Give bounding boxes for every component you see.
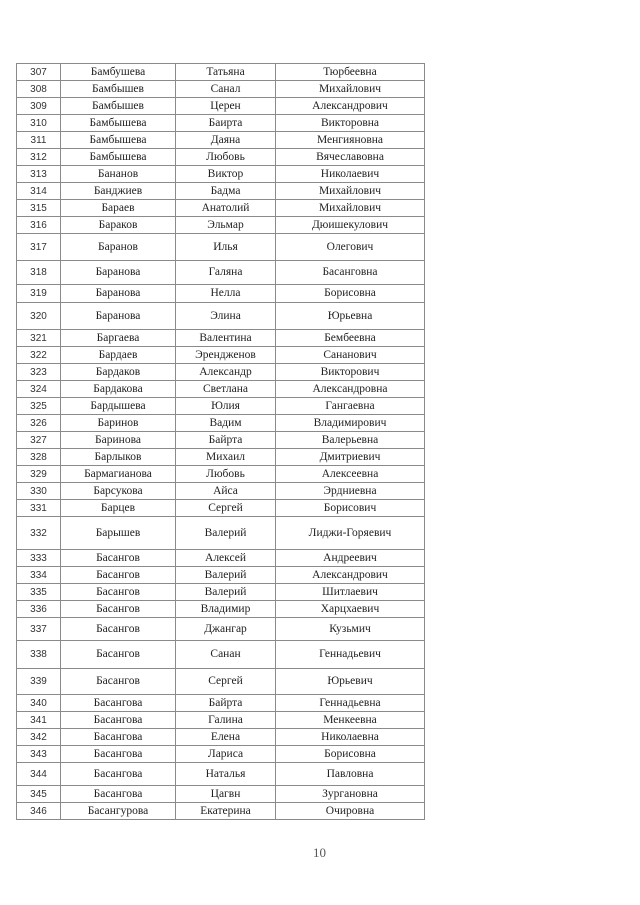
- table-row: [17, 149, 425, 166]
- patronymic-cell: Менкеевна: [276, 712, 425, 729]
- patronymic-cell: Сананович: [276, 347, 425, 364]
- patronymic-cell: Геннадьевна: [276, 695, 425, 712]
- surname-cell: Баринова: [61, 432, 176, 449]
- surname-cell: Басангова: [61, 763, 176, 786]
- row-number: 328: [17, 449, 61, 466]
- table-row: [17, 115, 425, 132]
- table-row: [17, 64, 425, 81]
- surname-cell: Бардышева: [61, 398, 176, 415]
- first-name-cell: Александр: [176, 364, 276, 381]
- row-number: 309: [17, 98, 61, 115]
- surname-cell: Баранова: [61, 303, 176, 330]
- row-number: 326: [17, 415, 61, 432]
- surname-cell: Барлыков: [61, 449, 176, 466]
- patronymic-cell: Зургановна: [276, 786, 425, 803]
- table-row: [17, 398, 425, 415]
- first-name-cell: Джангар: [176, 618, 276, 641]
- table-row: [17, 432, 425, 449]
- surname-cell: Баринов: [61, 415, 176, 432]
- table-row: [17, 81, 425, 98]
- table-row: [17, 132, 425, 149]
- surname-cell: Барсукова: [61, 483, 176, 500]
- patronymic-cell: Николаевич: [276, 166, 425, 183]
- table-row: [17, 415, 425, 432]
- patronymic-cell: Александрович: [276, 567, 425, 584]
- row-number: 320: [17, 303, 61, 330]
- names-table: [16, 63, 425, 820]
- row-number: 344: [17, 763, 61, 786]
- table-row: [17, 381, 425, 398]
- first-name-cell: Наталья: [176, 763, 276, 786]
- table-row: [17, 550, 425, 567]
- first-name-cell: Галина: [176, 712, 276, 729]
- patronymic-cell: Гангаевна: [276, 398, 425, 415]
- table-row: [17, 712, 425, 729]
- first-name-cell: Анатолий: [176, 200, 276, 217]
- patronymic-cell: Дюишекулович: [276, 217, 425, 234]
- table-row: [17, 763, 425, 786]
- row-number: 310: [17, 115, 61, 132]
- first-name-cell: Юлия: [176, 398, 276, 415]
- first-name-cell: Валентина: [176, 330, 276, 347]
- table-row: [17, 466, 425, 483]
- surname-cell: Басангов: [61, 618, 176, 641]
- first-name-cell: Сергей: [176, 500, 276, 517]
- surname-cell: Басангурова: [61, 803, 176, 820]
- patronymic-cell: Харцхаевич: [276, 601, 425, 618]
- patronymic-cell: Михайлович: [276, 81, 425, 98]
- first-name-cell: Байрта: [176, 695, 276, 712]
- surname-cell: Басангов: [61, 669, 176, 695]
- patronymic-cell: Алексеевна: [276, 466, 425, 483]
- first-name-cell: Вадим: [176, 415, 276, 432]
- surname-cell: Басангов: [61, 584, 176, 601]
- patronymic-cell: Борисовна: [276, 285, 425, 303]
- surname-cell: Басангова: [61, 695, 176, 712]
- row-number: 329: [17, 466, 61, 483]
- patronymic-cell: Бембеевна: [276, 330, 425, 347]
- table-row: [17, 347, 425, 364]
- table-row: [17, 166, 425, 183]
- row-number: 342: [17, 729, 61, 746]
- patronymic-cell: Кузьмич: [276, 618, 425, 641]
- table-row: [17, 786, 425, 803]
- table-row: [17, 303, 425, 330]
- row-number: 331: [17, 500, 61, 517]
- table-row: [17, 618, 425, 641]
- table-row: [17, 803, 425, 820]
- patronymic-cell: Геннадьевич: [276, 641, 425, 669]
- surname-cell: Банджиев: [61, 183, 176, 200]
- first-name-cell: Владимир: [176, 601, 276, 618]
- row-number: 315: [17, 200, 61, 217]
- row-number: 337: [17, 618, 61, 641]
- surname-cell: Бараков: [61, 217, 176, 234]
- patronymic-cell: Менгияновна: [276, 132, 425, 149]
- row-number: 340: [17, 695, 61, 712]
- row-number: 318: [17, 261, 61, 285]
- row-number: 327: [17, 432, 61, 449]
- patronymic-cell: Владимирович: [276, 415, 425, 432]
- first-name-cell: Цагвн: [176, 786, 276, 803]
- row-number: 312: [17, 149, 61, 166]
- row-number: 316: [17, 217, 61, 234]
- table-row: [17, 567, 425, 584]
- row-number: 334: [17, 567, 61, 584]
- surname-cell: Бармагианова: [61, 466, 176, 483]
- surname-cell: Бараев: [61, 200, 176, 217]
- surname-cell: Басангов: [61, 567, 176, 584]
- row-number: 324: [17, 381, 61, 398]
- first-name-cell: Любовь: [176, 466, 276, 483]
- patronymic-cell: Юрьевич: [276, 669, 425, 695]
- surname-cell: Басангов: [61, 641, 176, 669]
- first-name-cell: Валерий: [176, 584, 276, 601]
- patronymic-cell: Тюрбеевна: [276, 64, 425, 81]
- first-name-cell: Эльмар: [176, 217, 276, 234]
- first-name-cell: Байрта: [176, 432, 276, 449]
- patronymic-cell: Шитлаевич: [276, 584, 425, 601]
- row-number: 311: [17, 132, 61, 149]
- table-row: [17, 729, 425, 746]
- surname-cell: Бардаев: [61, 347, 176, 364]
- row-number: 335: [17, 584, 61, 601]
- surname-cell: Бамбышев: [61, 81, 176, 98]
- first-name-cell: Елена: [176, 729, 276, 746]
- first-name-cell: Баирта: [176, 115, 276, 132]
- row-number: 313: [17, 166, 61, 183]
- surname-cell: Басангова: [61, 746, 176, 763]
- surname-cell: Басангова: [61, 712, 176, 729]
- table-row: [17, 601, 425, 618]
- table-row: [17, 584, 425, 601]
- surname-cell: Барышев: [61, 517, 176, 550]
- table-row: [17, 234, 425, 261]
- row-number: 345: [17, 786, 61, 803]
- row-number: 319: [17, 285, 61, 303]
- first-name-cell: Айса: [176, 483, 276, 500]
- surname-cell: Басангов: [61, 601, 176, 618]
- surname-cell: Бардаков: [61, 364, 176, 381]
- first-name-cell: Илья: [176, 234, 276, 261]
- patronymic-cell: Андреевич: [276, 550, 425, 567]
- first-name-cell: Санан: [176, 641, 276, 669]
- surname-cell: Бамбушева: [61, 64, 176, 81]
- table-row: [17, 183, 425, 200]
- patronymic-cell: Олегович: [276, 234, 425, 261]
- page-number: 10: [313, 845, 326, 860]
- patronymic-cell: Лиджи-Горяевич: [276, 517, 425, 550]
- patronymic-cell: Александровна: [276, 381, 425, 398]
- table-row: [17, 261, 425, 285]
- patronymic-cell: Михайлович: [276, 200, 425, 217]
- first-name-cell: Алексей: [176, 550, 276, 567]
- patronymic-cell: Викторович: [276, 364, 425, 381]
- row-number: 322: [17, 347, 61, 364]
- patronymic-cell: Николаевна: [276, 729, 425, 746]
- first-name-cell: Татьяна: [176, 64, 276, 81]
- patronymic-cell: Борисовна: [276, 746, 425, 763]
- row-number: 333: [17, 550, 61, 567]
- first-name-cell: Лариса: [176, 746, 276, 763]
- patronymic-cell: Очировна: [276, 803, 425, 820]
- patronymic-cell: Эрдниевна: [276, 483, 425, 500]
- surname-cell: Басангова: [61, 786, 176, 803]
- table-row: [17, 500, 425, 517]
- surname-cell: Барцев: [61, 500, 176, 517]
- row-number: 341: [17, 712, 61, 729]
- patronymic-cell: Юрьевна: [276, 303, 425, 330]
- first-name-cell: Даяна: [176, 132, 276, 149]
- surname-cell: Баранова: [61, 285, 176, 303]
- row-number: 332: [17, 517, 61, 550]
- first-name-cell: Валерий: [176, 517, 276, 550]
- first-name-cell: Нелла: [176, 285, 276, 303]
- first-name-cell: Элина: [176, 303, 276, 330]
- surname-cell: Баргаева: [61, 330, 176, 347]
- patronymic-cell: Вячеславовна: [276, 149, 425, 166]
- table-row: [17, 285, 425, 303]
- table-row: [17, 217, 425, 234]
- surname-cell: Бамбышева: [61, 115, 176, 132]
- surname-cell: Басангов: [61, 550, 176, 567]
- first-name-cell: Валерий: [176, 567, 276, 584]
- patronymic-cell: Павловна: [276, 763, 425, 786]
- surname-cell: Бамбышева: [61, 149, 176, 166]
- row-number: 343: [17, 746, 61, 763]
- table-row: [17, 200, 425, 217]
- patronymic-cell: Валерьевна: [276, 432, 425, 449]
- row-number: 307: [17, 64, 61, 81]
- patronymic-cell: Басанговна: [276, 261, 425, 285]
- first-name-cell: Михаил: [176, 449, 276, 466]
- table-row: [17, 669, 425, 695]
- first-name-cell: Виктор: [176, 166, 276, 183]
- surname-cell: Бананов: [61, 166, 176, 183]
- first-name-cell: Сергей: [176, 669, 276, 695]
- row-number: 336: [17, 601, 61, 618]
- first-name-cell: Светлана: [176, 381, 276, 398]
- names-table-body: [17, 64, 425, 820]
- first-name-cell: Эрендженов: [176, 347, 276, 364]
- table-row: [17, 695, 425, 712]
- table-row: [17, 746, 425, 763]
- table-row: [17, 483, 425, 500]
- surname-cell: Бамбышев: [61, 98, 176, 115]
- surname-cell: Баранова: [61, 261, 176, 285]
- first-name-cell: Екатерина: [176, 803, 276, 820]
- table-row: [17, 364, 425, 381]
- row-number: 323: [17, 364, 61, 381]
- patronymic-cell: Викторовна: [276, 115, 425, 132]
- table-row: [17, 449, 425, 466]
- first-name-cell: Галяна: [176, 261, 276, 285]
- row-number: 308: [17, 81, 61, 98]
- surname-cell: Бардакова: [61, 381, 176, 398]
- row-number: 339: [17, 669, 61, 695]
- table-row: [17, 330, 425, 347]
- table-row: [17, 517, 425, 550]
- first-name-cell: Санал: [176, 81, 276, 98]
- row-number: 317: [17, 234, 61, 261]
- surname-cell: Баранов: [61, 234, 176, 261]
- row-number: 325: [17, 398, 61, 415]
- patronymic-cell: Дмитриевич: [276, 449, 425, 466]
- first-name-cell: Церен: [176, 98, 276, 115]
- table-row: [17, 98, 425, 115]
- table-row: [17, 641, 425, 669]
- patronymic-cell: Михайлович: [276, 183, 425, 200]
- surname-cell: Бамбышева: [61, 132, 176, 149]
- patronymic-cell: Александрович: [276, 98, 425, 115]
- first-name-cell: Бадма: [176, 183, 276, 200]
- row-number: 338: [17, 641, 61, 669]
- row-number: 314: [17, 183, 61, 200]
- row-number: 330: [17, 483, 61, 500]
- row-number: 321: [17, 330, 61, 347]
- surname-cell: Басангова: [61, 729, 176, 746]
- first-name-cell: Любовь: [176, 149, 276, 166]
- row-number: 346: [17, 803, 61, 820]
- patronymic-cell: Борисович: [276, 500, 425, 517]
